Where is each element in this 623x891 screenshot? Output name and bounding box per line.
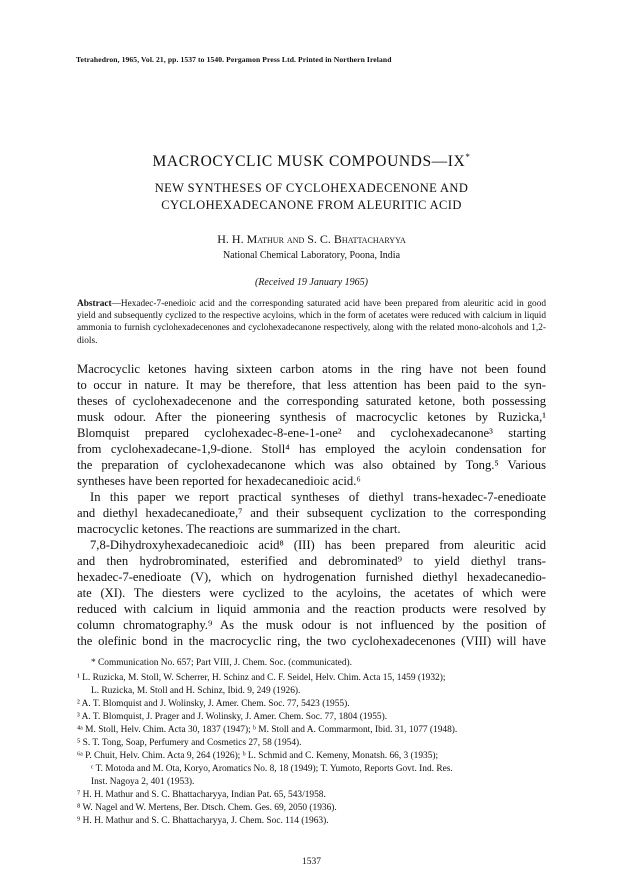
footnote: ⁹ H. H. Mathur and S. C. Bhattacharyya, J. Chem. Soc. 114 (1963). xyxy=(77,816,329,826)
body-line: musk odour. After the pioneering synthesis of macrocyclic ketones by Ruzicka,¹ xyxy=(77,410,546,424)
page-number: 1537 xyxy=(302,857,321,867)
authors: H. H. Mathur and S. C. Bhattacharyya xyxy=(217,232,406,246)
abstract xyxy=(77,298,546,347)
footnote: ᶜ T. Motoda and M. Ota, Koryo, Aromatics No. 8, 18 (1949); T. Yumoto, Reports Govt. Ind. Res. xyxy=(91,764,453,774)
subtitle-line-1: NEW SYNTHESES OF CYCLOHEXADECENONE AND xyxy=(154,181,469,195)
footnote: ⁸ W. Nagel and W. Mertens, Ber. Dtsch. Chem. Ges. 69, 2050 (1936). xyxy=(77,803,337,813)
body-line: theses of cyclohexadecenone and the corresponding saturated ketone, both possessing xyxy=(77,394,546,408)
body-line: Blomquist prepared cyclohexadec-8-ene-1-one² and cyclohexadecanone³ starting xyxy=(77,426,546,440)
body-line: 7,8-Dihydroxyhexadecanedioic acid⁸ (III) has been prepared from aleuritic acid xyxy=(90,538,546,552)
footnote: ¹ L. Ruzicka, M. Stoll, W. Scherrer, H. Schinz and C. F. Seidel, Helv. Chim. Acta 15, 1459 (1932); xyxy=(77,673,446,683)
body-line: Macrocyclic ketones having sixteen carbon atoms in the ring have not been found xyxy=(77,362,546,376)
title-footnote-mark: * xyxy=(465,151,471,162)
footnote: Inst. Nagoya 2, 401 (1953). xyxy=(91,777,195,787)
body-line: macrocyclic ketones. The reactions are summarized in the chart. xyxy=(77,522,401,536)
footnote: * Communication No. 657; Part VIII, J. Chem. Soc. (communicated). xyxy=(91,658,352,668)
footnote: ² A. T. Blomquist and J. Wolinsky, J. Amer. Chem. Soc. 77, 5423 (1955). xyxy=(77,699,350,709)
body-line: ate (XI). The diesters were cyclized to the acyloins, the acetates of which were xyxy=(77,586,546,600)
footnote: ³ A. T. Blomquist, J. Prager and J. Wolinsky, J. Amer. Chem. Soc. 77, 1804 (1955). xyxy=(77,712,388,722)
body-line: column chromatography.⁹ As the musk odour is not influenced by the position of xyxy=(77,618,546,632)
body-line: to occur in nature. It may be therefore, that less attention has been paid to the syn- xyxy=(77,378,546,392)
footnote: ⁶ᵃ P. Chuit, Helv. Chim. Acta 9, 264 (1926); ᵇ L. Schmid and C. Kemeny, Monatsh. 66, 3 (1935); xyxy=(77,751,439,761)
body-line: hexadec-7-enedioate (V), which on hydrogenation furnished diethyl hexadecanedio- xyxy=(77,570,546,584)
abstract-text: —Hexadec-7-enedioic acid and the corresponding saturated acid have been prepared from aleuritic acid in good yield and subsequently cyclized to the respective acyloins, which in the form of acetates were reduced with calcium in liquid ammonia to furnish cyclohexadecenones and cyclohexadecanone respectively, along with the related mono-alcohols and 1,2-diols. xyxy=(77,299,546,346)
body-line: syntheses have been reported for hexadecanedioic acid.⁶ xyxy=(77,474,361,488)
body-line: and then hydrobrominated, esterified and debrominated⁹ to yield diethyl trans- xyxy=(77,554,546,568)
footnote: ⁴ᵃ M. Stoll, Helv. Chim. Acta 30, 1837 (1947); ᵇ M. Stoll and A. Commarmont, Ibid. 31, 1077 (1948). xyxy=(77,725,458,735)
footnote: L. Ruzicka, M. Stoll and H. Schinz, Ibid. 9, 249 (1926). xyxy=(91,686,301,696)
subtitle-line-2: CYCLOHEXADECANONE FROM ALEURITIC ACID xyxy=(161,198,462,212)
article-title xyxy=(0,153,623,171)
body-line: In this paper we report practical syntheses of diethyl trans-hexadec-7-enedioate xyxy=(90,490,546,504)
body-line: reduced with calcium in liquid ammonia and the reaction products were resolved by xyxy=(77,602,546,616)
title-text: MACROCYCLIC MUSK COMPOUNDS—IX xyxy=(152,153,466,170)
journal-header: Tetrahedron, 1965, Vol. 21, pp. 1537 to 1540. Pergamon Press Ltd. Printed in Northern Ireland xyxy=(76,55,392,64)
body-line: the olefinic bond in the macrocyclic ring, the two cyclohexadecenones (VIII) will have xyxy=(77,634,546,648)
body-line: and diethyl hexadecanedioate,⁷ and their subsequent cyclization to the corresponding xyxy=(77,506,546,520)
body-line: the preparation of cyclohexadecanone which was also obtained by Tong.⁵ Various xyxy=(77,458,546,472)
body-line: from cyclohexadecane-1,9-dione. Stoll⁴ has employed the acyloin condensation for xyxy=(77,442,546,456)
abstract-label: Abstract xyxy=(77,299,112,309)
footnote: ⁷ H. H. Mathur and S. C. Bhattacharyya, Indian Pat. 65, 543/1958. xyxy=(77,790,326,800)
affiliation: National Chemical Laboratory, Poona, India xyxy=(222,250,401,261)
footnote: ⁵ S. T. Tong, Soap, Perfumery and Cosmetics 27, 58 (1954). xyxy=(77,738,302,748)
received-date: (Received 19 January 1965) xyxy=(254,277,368,288)
